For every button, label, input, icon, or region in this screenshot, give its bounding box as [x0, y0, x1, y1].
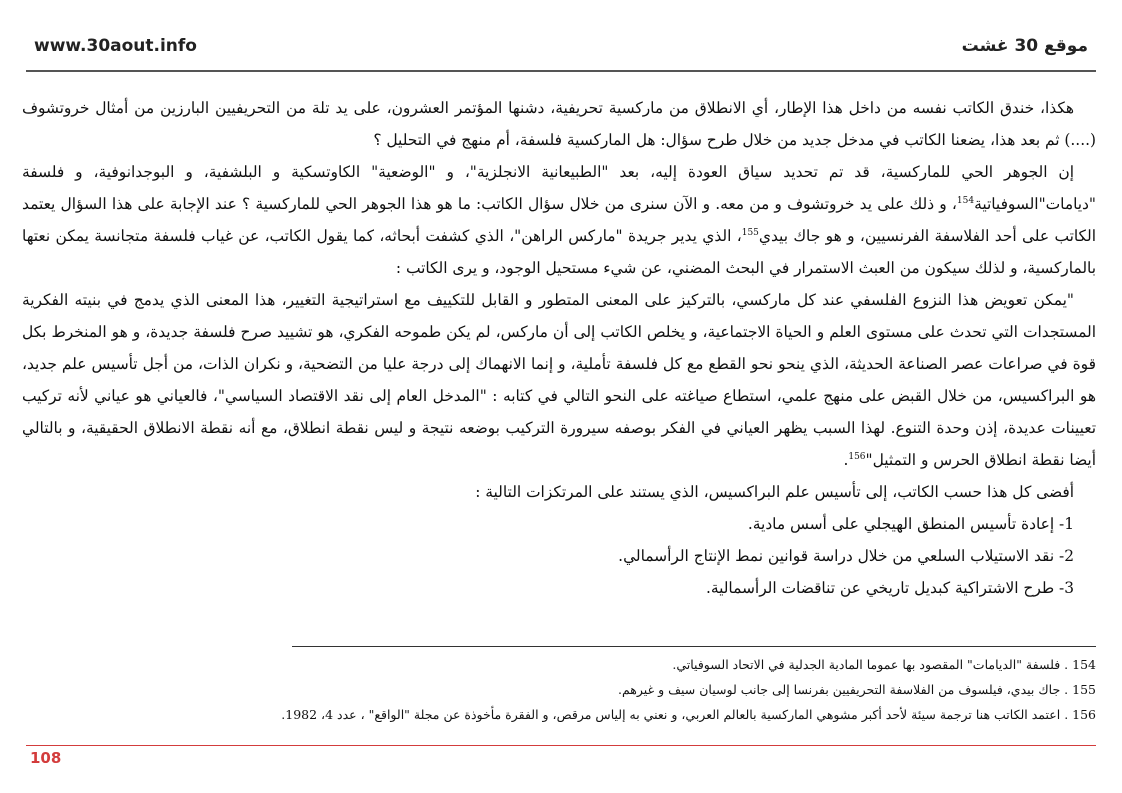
paragraph-2	[22, 156, 1096, 284]
list-item-2: 2- نقد الاستيلاب السلعي من خلال دراسة قوانين نمط الإنتاج الرأسمالي.	[618, 547, 1074, 565]
list-item-1: 1- إعادة تأسيس المنطق الهيجلي على أسس مادية.	[747, 515, 1074, 533]
paragraph-2-part-1: إن الجوهر الحي للماركسية، قد تم تحديد سياق العودة إليه، بعد "الطبيعانية الانجلزية"، و "الوضعية" الكاوتسكية و البلشفية، و البوجدانوفية، و فلسفة "ديامات"السوفياتية	[22, 163, 1096, 213]
paragraph-3-end: .	[843, 451, 849, 469]
header-divider	[26, 70, 1096, 72]
footnote-divider	[292, 646, 1096, 647]
paragraph-3-text: "يمكن تعويض هذا النزوع الفلسفي عند كل ماركسي، بالتركيز على المعنى المتطور و القابل للتكييف مع استراتيجية التغيير، هذا المعنى الذي يدمج في بنيته الفكرية المستجدات التي تحدث على مستوى العلم و الحياة الاجتماعية، و يخلص الكاتب إلى أن ماركس، لم يكن طموحه الفكري، هو تشييد صرح فلسفة جديدة، و هو المنخرط بكل قوة في صراعات عصر الصناعة الحديثة، الذي ينحو نحو القطع مع كل فلسفة تأملية، و إنما الانهماك إلى درجة عليا من التضحية، و نكران الذات، من أجل تأسيس علم جديد، هو البراكسيس، من خلال القبض على منهج علمي، استطاع صياغته على النحو التالي في كتابه : "المدخل العام إلى نقد الاقتصاد السياسي"، فالعياني هو عياني لأنه تركيب تعيينات عديدة، إذن وحدة التنوع. لهذا السبب يظهر العياني في الفكر بوصفه سيرورة التركيب بوضعه نتيجة و ليس نقطة انطلاق، مع أنه نقطة الانطلاق الحقيقية، و بالتالي أيضا نقطة انطلاق الحرس و التمثيل"	[22, 291, 1096, 469]
paragraph-2-part-3: ، الذي يدير جريدة "ماركس الراهن"، الذي كشفت أبحاثه، كما يقول الكاتب، عن غياب فلسفة متجانسة يمكن نعتها بالماركسية، و لذلك سيكون من العبث الاستمرار في البحث المضني، عن شيء مستحيل الوجود، و يرى الكاتب :	[22, 227, 1096, 277]
page-number: 108	[30, 749, 62, 767]
footnote-155: 155 . جاك بيدي، فيلسوف من الفلاسفة التحريفيين بفرنسا إلى جانب لوسيان سيف و غيرهم.	[618, 682, 1096, 697]
footnote-154: 154 . فلسفة "الديامات" المقصود بها عموما المادية الجدلية في الاتحاد السوفياتي.	[672, 657, 1096, 672]
paragraph-4: أفضى كل هذا حسب الكاتب، إلى تأسيس علم البراكسيس، الذي يستند على المرتكزات التالية :	[475, 483, 1074, 501]
footnote-156: 156 . اعتمد الكاتب هنا ترجمة سيئة لأحد أكبر مشوهي الماركسية بالعالم العربي، و نعني به إلياس مرقص، و الفقرة مأخوذة عن مجلة "الواقع" ، عدد 4، 1982.	[281, 707, 1096, 722]
main-text	[22, 92, 1096, 604]
footnote-ref-156[interactable]: 156	[848, 451, 866, 462]
site-title: موقع 30 غشت	[961, 36, 1088, 56]
paragraph-2-part-2: ، و ذلك على يد خروتشوف و من معه. و الآن سنرى من خلال سؤال الكاتب: ما هو هذا الجوهر الحي للماركسية ؟ عند الإجابة على هذا السؤال يعتمد الكاتب على أحد الفلاسفة الفرنسيين، و هو جاك بيدي	[22, 195, 1097, 245]
footnote-ref-154[interactable]: 154	[956, 195, 975, 206]
paragraph-1: هكذا، خندق الكاتب نفسه من داخل هذا الإطار، أي الانطلاق من ماركسية تحريفية، دشنها المؤتمر العشرون، على يد تلة من التحريفيين البارزين من أمثال خروتشوف (....) ثم بعد هذا، يضعنا الكاتب في مدخل جديد من خلال طرح سؤال: هل الماركسية فلسفة، أم منهج في التحليل ؟	[22, 99, 1096, 149]
list-item-3: 3- طرح الاشتراكية كبديل تاريخي عن تناقضات الرأسمالية.	[705, 579, 1074, 597]
footnotes	[200, 652, 1096, 727]
footnote-ref-155[interactable]: 155	[741, 227, 759, 238]
paragraph-3-quote	[22, 284, 1096, 476]
site-url: www.30aout.info	[34, 36, 197, 56]
footer-divider	[26, 745, 1096, 746]
